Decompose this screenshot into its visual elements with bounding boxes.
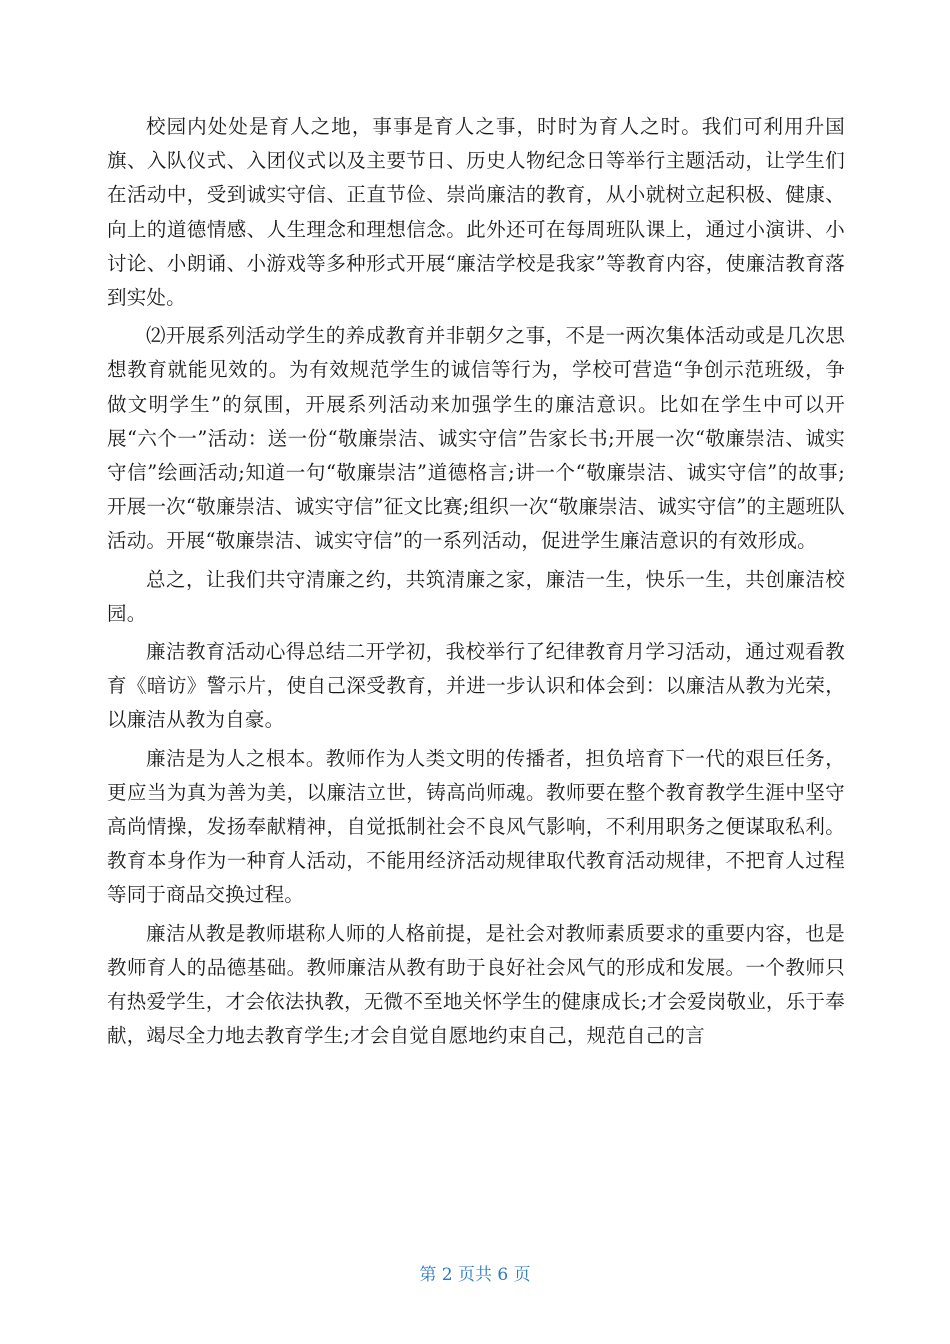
paragraph-2: ⑵开展系列活动学生的养成教育并非朝夕之事，不是一两次集体活动或是几次思想教育就能见效的。为有效规范学生的诚信等行为，学校可营造“争创示范班级，争做文明学生”的氛围，开展系列活动来加强学生的廉洁意识。比如在学生中可以开展“六个一”活动：送一份“敬廉崇洁、诚实守信”告家长书;开展一次“敬廉崇洁、诚实守信”绘画活动;知道一句“敬廉崇洁”道德格言;讲一个“敬廉崇洁、诚实守信”的故事;开展一次“敬廉崇洁、诚实守信”征文比赛;组织一次“敬廉崇洁、诚实守信”的主题班队活动。开展“敬廉崇洁、诚实守信”的一系列活动，促进学生廉洁意识的有效形成。 [107,324,845,553]
paragraph-1: 校园内处处是育人之地，事事是育人之事，时时为育人之时。我们可利用升国旗、入队仪式、入团仪式以及主要节日、历史人物纪念日等举行主题活动，让学生们在活动中，受到诚实守信、正直节俭、崇尚廉洁的教育，从小就树立起积极、健康、向上的道德情感、人生理念和理想信念。此外还可在每周班队课上，通过小演讲、小讨论、小朗诵、小游戏等多种形式开展“廉洁学校是我家”等教育内容，使廉洁教育落到实处。 [107,115,845,310]
document-body [107,110,845,1057]
paragraph-6: 廉洁从教是教师堪称人师的人格前提，是社会对教师素质要求的重要内容，也是教师育人的品德基础。教师廉洁从教有助于良好社会风气的形成和发展。一个教师只有热爱学生，才会依法执教，无微不至地关怀学生的健康成长;才会爱岗敬业，乐于奉献，竭尽全力地去教育学生;才会自觉自愿地约束自己，规范自己的言 [107,921,845,1048]
paragraph-3: 总之，让我们共守清廉之约，共筑清廉之家，廉洁一生，快乐一生，共创廉洁校园。 [107,567,845,625]
page-number-footer: 第 2 页共 6 页 [419,1265,531,1285]
paragraph-5: 廉洁是为人之根本。教师作为人类文明的传播者，担负培育下一代的艰巨任务，更应当为真为善为美，以廉洁立世，铸高尚师魂。教师要在整个教育教学生涯中坚守高尚情操，发扬奉献精神，自觉抵制社会不良风气影响，不利用职务之便谋取私利。教育本身作为一种育人活动，不能用经济活动规律取代教育活动规律，不把育人过程等同于商品交换过程。 [107,746,845,907]
paragraph-4: 廉洁教育活动心得总结二开学初，我校举行了纪律教育月学习活动，通过观看教育《暗访》警示片，使自己深受教育，并进一步认识和体会到：以廉洁从教为光荣，以廉洁从教为自豪。 [107,640,845,732]
